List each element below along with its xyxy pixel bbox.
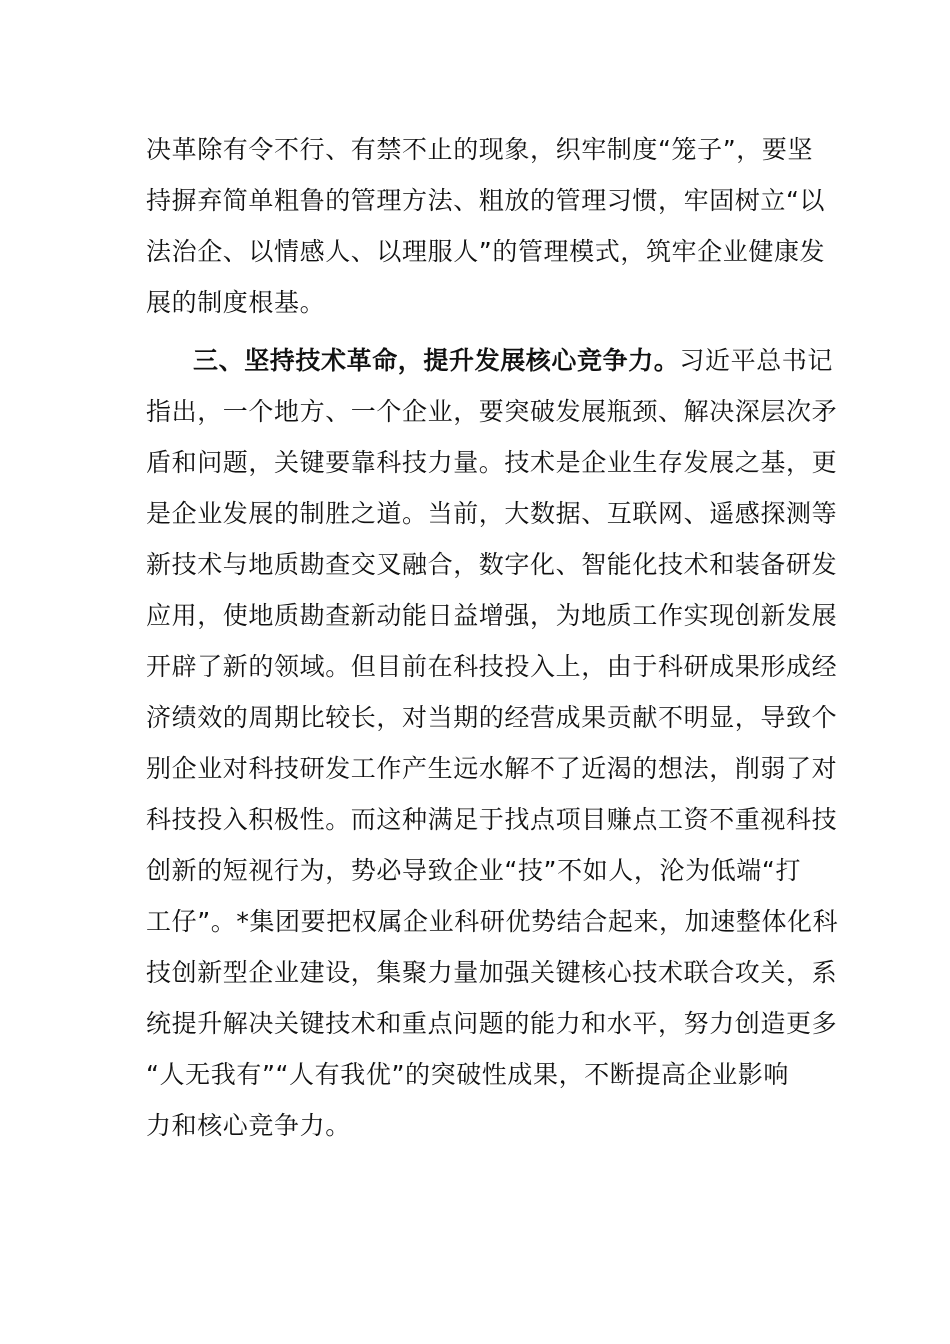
paragraph-2-line-8: 济绩效的周期比较长，对当期的经营成果贡献不明显，导致个 [146, 703, 838, 732]
paragraph-2-line-14: 统提升解决关键技术和重点问题的能力和水平，努力创造更多 [146, 1009, 838, 1038]
paragraph-2-line-11: 创新的短视行为，势必导致企业“技”不如人，沦为低端“打 [146, 856, 802, 885]
paragraph-2-line-5: 新技术与地质勘查交叉融合，数字化、智能化技术和装备研发 [146, 550, 838, 579]
paragraph-2-line-2: 指出，一个地方、一个企业，要突破发展瓶颈、解决深层次矛 [146, 397, 838, 426]
paragraph-2-line-1-rest: 习近平总书记 [679, 346, 834, 375]
paragraph-1-line-1: 决革除有令不行、有禁不止的现象，织牢制度“笼子”，要坚 [146, 135, 814, 164]
paragraph-2-first-line [193, 341, 834, 381]
paragraph-2-line-12: 工仔”。*集团要把权属企业科研优势结合起来，加速整体化科 [146, 907, 839, 936]
paragraph-1-line-4: 展的制度根基。 [146, 288, 326, 317]
paragraph-1-line-2: 持摒弃简单粗鲁的管理方法、粗放的管理习惯，牢固树立“以 [146, 186, 826, 215]
paragraph-2-line-16: 力和核心竞争力。 [146, 1111, 351, 1140]
paragraph-2-line-13: 技创新型企业建设，集聚力量加强关键核心技术联合攻关，系 [146, 958, 838, 987]
paragraph-2-line-9: 别企业对科技研发工作产生远水解不了近渴的想法，削弱了对 [146, 754, 838, 783]
paragraph-2-line-7: 开辟了新的领域。但目前在科技投入上，由于科研成果形成经 [146, 652, 838, 681]
paragraph-2-line-10: 科技投入积极性。而这种满足于找点项目赚点工资不重视科技 [146, 805, 838, 834]
paragraph-1-line-3: 法治企、以情感人、以理服人”的管理模式，筑牢企业健康发 [146, 237, 826, 266]
paragraph-2-line-15: “人无我有”“人有我优”的突破性成果，不断提高企业影响 [146, 1060, 790, 1089]
section-heading: 三、坚持技术革命，提升发展核心竞争力。 [193, 346, 680, 375]
paragraph-2-line-3: 盾和问题，关键要靠科技力量。技术是企业生存发展之基，更 [146, 448, 838, 477]
paragraph-2-line-6: 应用，使地质勘查新动能日益增强，为地质工作实现创新发展 [146, 601, 838, 630]
paragraph-2-line-4: 是企业发展的制胜之道。当前，大数据、互联网、遥感探测等 [146, 499, 838, 528]
